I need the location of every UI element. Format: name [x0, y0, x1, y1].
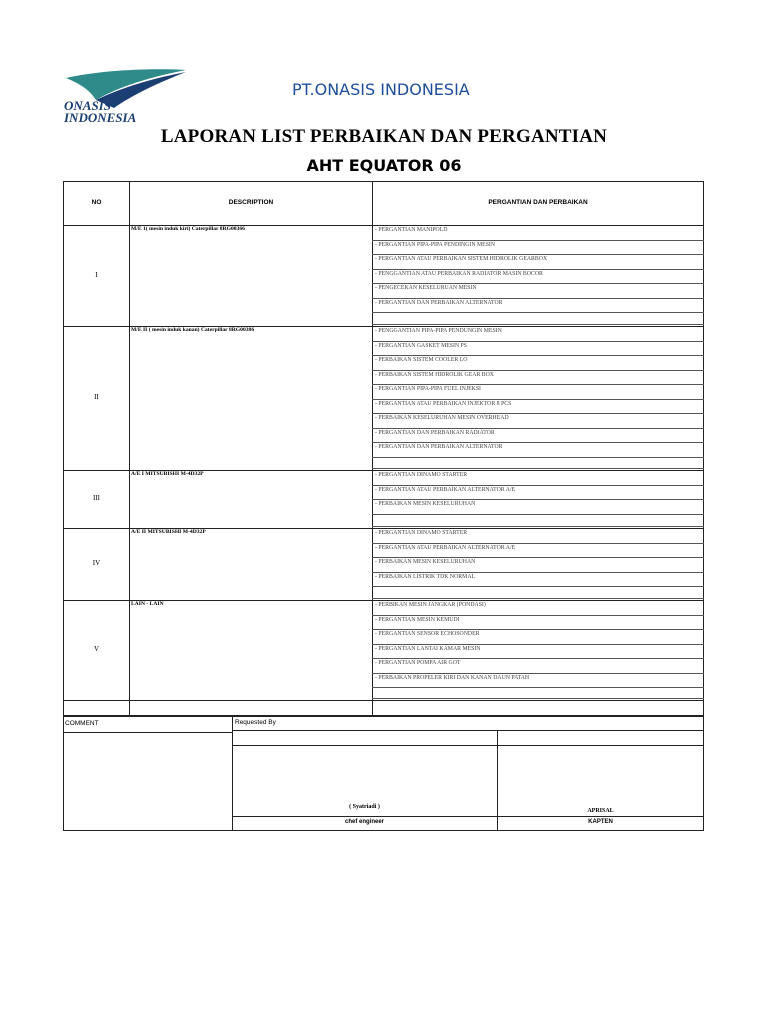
work-item-line — [372, 240, 704, 241]
work-item: - PERGANTIAN DINAMO STARTER — [375, 530, 468, 536]
work-item-line — [372, 499, 704, 500]
work-item-line — [372, 644, 704, 645]
section-description: M/E II ( mesin induk kanan) Caterpillar 8RG00386 — [131, 327, 255, 333]
work-item-line — [372, 283, 704, 284]
header-no: NO — [91, 199, 102, 206]
logo-swoosh-icon — [62, 66, 188, 126]
section-number: I — [95, 270, 98, 279]
work-item: - PERGANTIAN DAN PERBAIKAN ALTERNATOR — [375, 444, 503, 450]
work-item: - PERBAIKAN SISTEM COOLER LO — [375, 357, 468, 363]
work-item: - PERGANTIAN ATAU PERBAIKAN INJEKTOR 8 PCS — [375, 400, 512, 407]
empty-row-line — [372, 698, 704, 699]
work-item-line — [372, 341, 704, 342]
work-item-line — [372, 514, 704, 515]
section-number: V — [93, 645, 100, 653]
work-item-line — [372, 615, 704, 616]
work-item: - PERGANTIAN MANIPOLD — [375, 227, 448, 233]
work-item-line — [372, 673, 704, 674]
company-name: PT.ONASIS INDONESIA — [292, 80, 470, 99]
work-item-line — [372, 457, 704, 458]
report-subtitle: AHT EQUATOR 06 — [306, 156, 462, 175]
work-item: - PERBAIKAN MESIN KESELURUHAN — [375, 501, 476, 507]
requested-by-label: Requested By — [235, 719, 276, 726]
section-description: A/E II MITSUBISHI M-4D32P — [131, 529, 206, 535]
work-item-line — [372, 428, 704, 429]
work-item-line — [372, 586, 704, 587]
signer-top-line — [232, 745, 704, 746]
chief-engineer-role: chef engineer — [344, 819, 384, 825]
empty-row-line — [372, 526, 704, 527]
work-item: - PERBAIKAN PROPELER KIRI DAN KANAN DAUN PATAH — [375, 674, 530, 681]
work-item-line — [372, 413, 704, 414]
work-item-line — [372, 442, 704, 443]
logo-text-line1: ONASIS — [64, 98, 111, 113]
work-item: - PERBIKAN MESIN JANGKAR (PONDASI) — [375, 602, 486, 608]
work-item-line — [372, 269, 704, 270]
work-item: - PENGGANTIAN ATAU PERBAIKAN RADIATOR MASIN BOCOR — [375, 270, 543, 277]
report-title: LAPORAN LIST PERBAIKAN DAN PERGANTIAN — [160, 126, 608, 147]
empty-row-line — [372, 324, 704, 325]
work-item-line — [372, 629, 704, 630]
work-item: - PERGANTIAN POMPA AIR GOT — [375, 660, 461, 666]
empty-row-line — [372, 468, 704, 469]
header-work: PERGANTIAN DAN PERBAIKAN — [488, 199, 588, 206]
comment-header-line — [63, 732, 232, 733]
section-number: II — [94, 393, 99, 401]
work-item-line — [372, 543, 704, 544]
section-description: A/E I MITSUBISHI M-4D32P — [131, 471, 204, 477]
work-item: - PERBAIKAN SISTEM HIDROLIK GEAR BOX — [375, 371, 494, 378]
work-item-line — [372, 355, 704, 356]
work-item-line — [372, 312, 704, 313]
work-item-line — [372, 485, 704, 486]
section-number: IV — [92, 559, 101, 567]
description-column-divider — [372, 181, 373, 716]
table-bottom-row-line — [63, 700, 704, 701]
work-item: - PERGANTIAN ATAU PERBAIKAN ALTERNATOR A/E — [375, 544, 516, 551]
work-item: - PERGANTIAN MESIN KEMUDI — [375, 616, 460, 623]
work-item-line — [372, 384, 704, 385]
signer-divider — [497, 730, 498, 831]
section-description: M/E 1( mesin induk kiri) Caterpillar 8RG00366 — [131, 226, 245, 232]
work-item: - PERBAIKAN MESIN KESELURUHAN — [375, 559, 476, 565]
work-item: - PERBAIKAN KESELURUHAN MESIN OVERHEAD — [375, 415, 509, 421]
requested-header-line — [232, 730, 704, 731]
work-item: - PERGANTIAN PIPA-PIPA FUEL INJEKSI — [375, 386, 481, 392]
work-item: - PERGANTIAN ATAU PERBAIKAN ALTERNATOR A/E — [375, 486, 516, 493]
work-item: - PERBAIKAN LISTRIK TDK NORMAL — [375, 573, 476, 580]
work-item: - PERGANTIAN DAN PERBAIKAN RADIATOR — [375, 429, 495, 436]
work-item-line — [372, 298, 704, 299]
work-item: - PERGANTIAN DINAMO STARTER — [375, 472, 468, 478]
work-item-line — [372, 687, 704, 688]
no-column-divider — [129, 181, 130, 716]
captain-name: APRISAL — [587, 808, 614, 814]
header-description: DESCRIPTION — [228, 199, 274, 206]
work-item-line — [372, 399, 704, 400]
work-item-line — [372, 370, 704, 371]
work-item-line — [372, 572, 704, 573]
work-item: - PERGANTIAN SENSOR ECHOSONDER — [375, 631, 480, 637]
company-logo — [62, 66, 188, 126]
work-item: - PERGANTIAN ATAU PERBAIKAN SISTEM HIDROLIK GEARBOX — [375, 256, 548, 262]
empty-row-line — [372, 598, 704, 599]
captain-role: KAPTEN — [588, 819, 613, 825]
section-description: LAIN - LAIN — [131, 601, 164, 607]
work-item-line — [372, 557, 704, 558]
comment-divider — [232, 716, 233, 831]
chief-engineer-name: ( Syatriadi ) — [349, 804, 380, 810]
work-item: - PERGANTIAN GASKET MESIN PS — [375, 342, 468, 349]
work-item-line — [372, 254, 704, 255]
work-item: - PERGANTIAN PIPA-PIPA PENDINGIN MESIN — [375, 241, 496, 248]
section-number: III — [93, 494, 100, 502]
comment-label: COMMENT — [65, 720, 99, 727]
signer-role-line — [232, 816, 704, 817]
work-item: - PENGGANTIAN PIPA-PIPA PENDUNGIN MESIN — [375, 328, 502, 334]
work-item-line — [372, 658, 704, 659]
work-item: - PENGECEKAN KESELURUAN MESIN — [375, 285, 477, 291]
work-item: - PERGANTIAN LANTAI KAMAR MESIN — [375, 645, 481, 652]
logo-text-line2: INDONESIA — [64, 110, 137, 125]
work-item: - PERGANTIAN DAN PERBAIKAN ALTERNATOR — [375, 299, 503, 306]
